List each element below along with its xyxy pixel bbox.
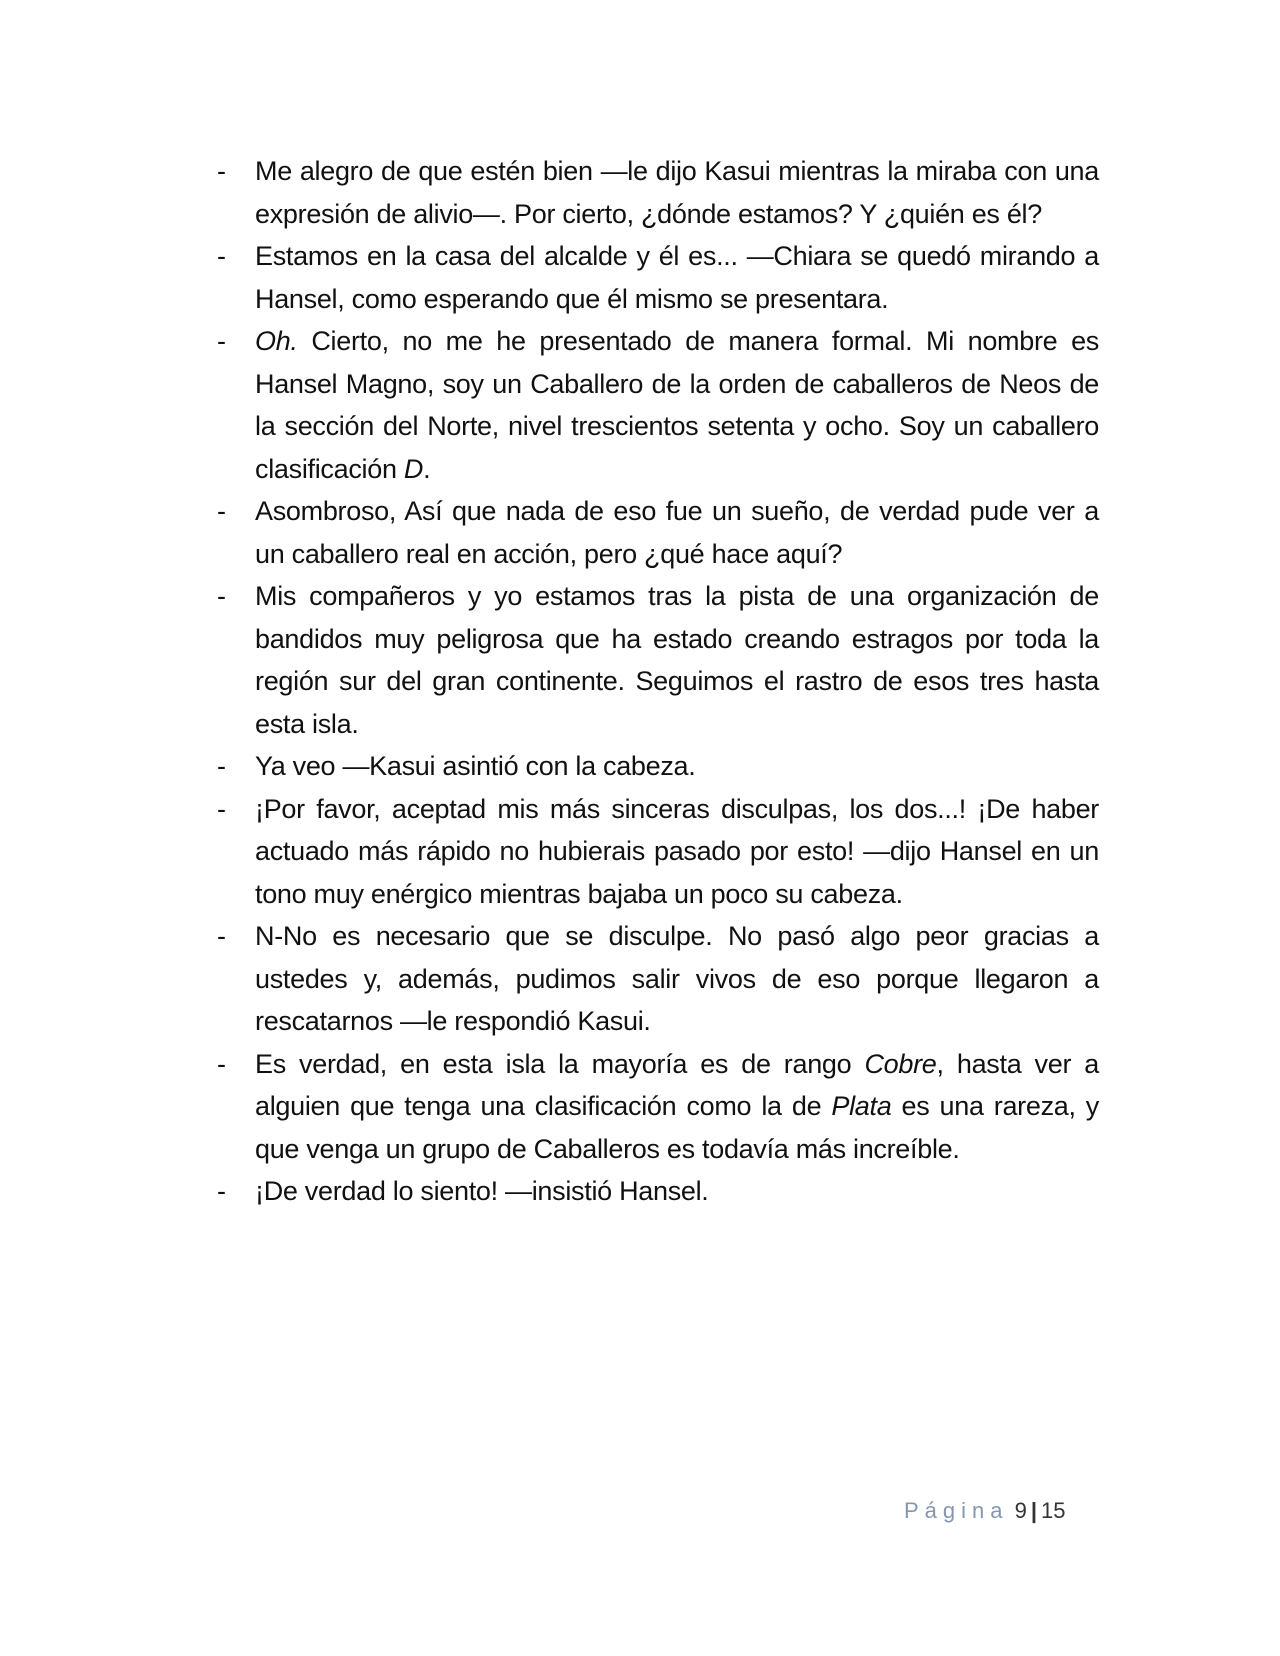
dialogue-text: Es verdad, en esta isla la mayoría es de rango bbox=[255, 1048, 865, 1079]
emphasis-text: Plata bbox=[831, 1091, 892, 1121]
dialogue-text: es una rareza, y que venga un grupo de Caballeros es todavía más increíble. bbox=[255, 1091, 1099, 1164]
dialogue-text: , hasta ver a alguien que tenga una clasificación como la de bbox=[255, 1048, 1099, 1121]
dialogue-body bbox=[213, 150, 1099, 1213]
dialogue-line bbox=[213, 1170, 1099, 1213]
dialogue-dash: - bbox=[217, 1048, 226, 1079]
page-total: 15 bbox=[1041, 1498, 1066, 1523]
dialogue-line bbox=[213, 788, 1099, 916]
dialogue-line bbox=[213, 235, 1099, 320]
dialogue-dash: - bbox=[217, 496, 226, 526]
page-separator: | bbox=[1030, 1498, 1038, 1523]
dialogue-line bbox=[213, 150, 1099, 235]
dialogue-text: Asombroso, Así que nada de eso fue un sueño, de verdad pude ver a un caballero real en acción, pero ¿qué hace aquí? bbox=[255, 496, 1099, 569]
dialogue-text: Estamos en la casa del alcalde y él es... —Chiara se quedó mirando a Hansel, como esperando que él mismo se presentara. bbox=[255, 241, 1099, 314]
dialogue-text: ¡Por favor, aceptad mis más sinceras disculpas, los dos...! ¡De haber actuado más rápido no hubierais pasado por esto! —dijo Hansel en un tono muy enérgico mientras bajaba un poco su cabeza. bbox=[255, 793, 1099, 909]
emphasis-text: D bbox=[403, 453, 424, 484]
dialogue-line bbox=[213, 745, 1099, 788]
dialogue-text: Ya veo —Kasui asintió con la cabeza. bbox=[255, 751, 696, 781]
page-label: Página bbox=[904, 1498, 1009, 1523]
dialogue-dash: - bbox=[217, 793, 226, 824]
emphasis-text: Cobre bbox=[864, 1048, 937, 1079]
dialogue-text: Me alegro de que estén bien —le dijo Kasui mientras la miraba con una expresión de alivio—. Por cierto, ¿dónde estamos? Y ¿quién es él? bbox=[255, 156, 1099, 229]
dialogue-dash: - bbox=[217, 751, 226, 781]
dialogue-line bbox=[213, 490, 1099, 575]
dialogue-line bbox=[213, 575, 1099, 745]
dialogue-text: . bbox=[423, 453, 431, 484]
dialogue-text: N-No es necesario que se disculpe. No pasó algo peor gracias a ustedes y, además, pudimos salir vivos de eso porque llegaron a rescatarnos —le respondió Kasui. bbox=[255, 921, 1099, 1036]
emphasis-text: Oh. bbox=[255, 326, 298, 356]
dialogue-dash: - bbox=[217, 326, 226, 356]
dialogue-dash: - bbox=[217, 921, 226, 951]
dialogue-dash: - bbox=[217, 241, 226, 271]
dialogue-dash: - bbox=[217, 1176, 226, 1206]
dialogue-dash: - bbox=[217, 581, 226, 611]
page-footer bbox=[904, 1498, 1066, 1524]
page-number: 9 bbox=[1014, 1498, 1027, 1523]
dialogue-line bbox=[213, 915, 1099, 1043]
dialogue-line bbox=[213, 1043, 1099, 1171]
dialogue-dash: - bbox=[217, 156, 226, 186]
dialogue-text: Mis compañeros y yo estamos tras la pista de una organización de bandidos muy peligrosa que ha estado creando estragos por toda la región sur del gran continente. Seguimos el rastro de esos tres hasta esta isla. bbox=[255, 581, 1099, 739]
dialogue-text: Cierto, no me he presentado de manera formal. Mi nombre es Hansel Magno, soy un Caballero de la orden de caballeros de Neos de la sección del Norte, nivel trescientos setenta y ocho. Soy un caballero clasificación bbox=[255, 326, 1099, 484]
dialogue-text: ¡De verdad lo siento! —insistió Hansel. bbox=[255, 1176, 709, 1206]
dialogue-line bbox=[213, 320, 1099, 490]
